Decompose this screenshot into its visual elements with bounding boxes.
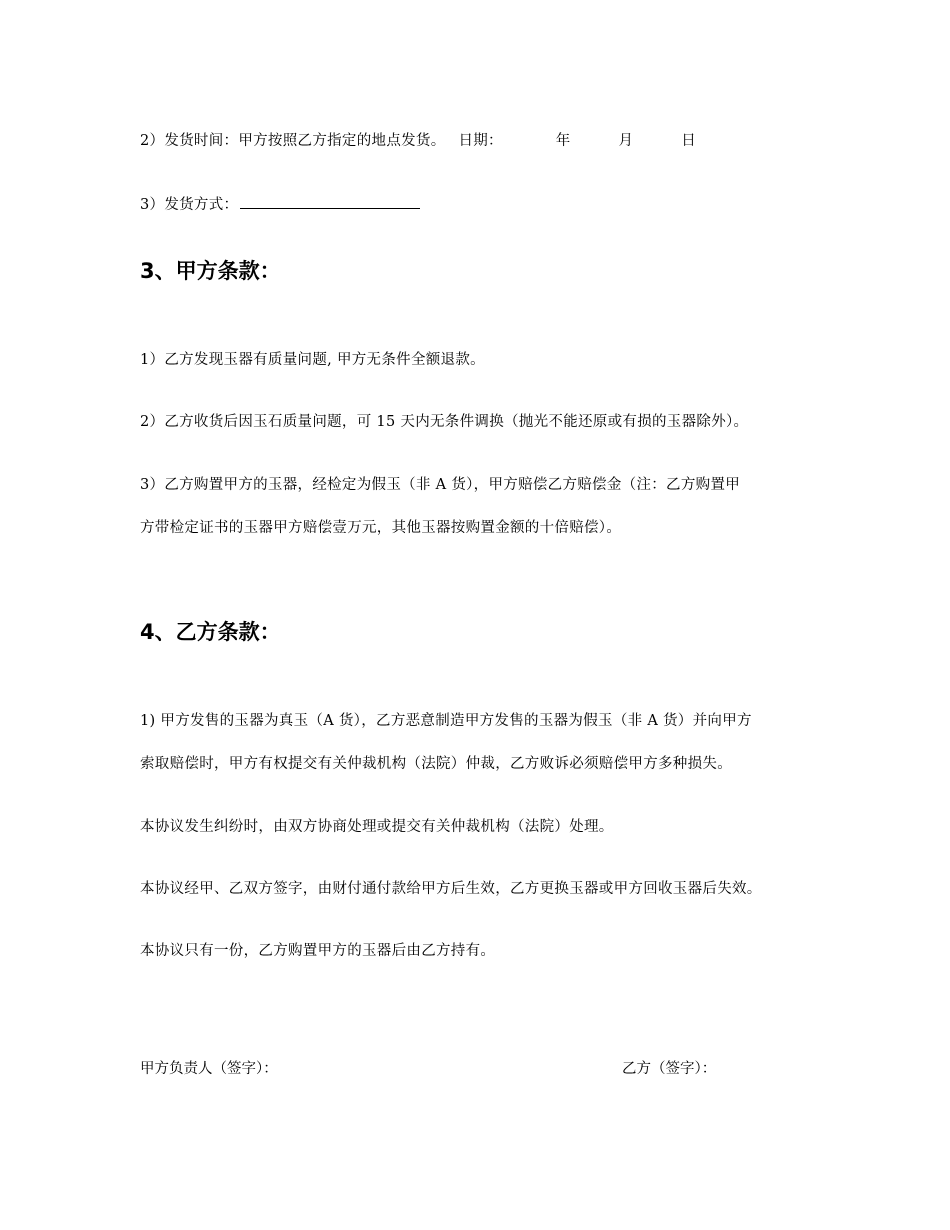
delivery-time-label: 2）发货时间：甲方按照乙方指定的地点发货。 xyxy=(140,133,446,149)
date-label: 日期： xyxy=(458,133,503,149)
section3-item2: 2）乙方收货后因玉石质量问题，可 15 天内无条件调换（抛光不能还原或有损的玉器除外）。 xyxy=(140,414,749,430)
section3-item3-line2: 方带检定证书的玉器甲方赔偿壹万元，其他玉器按购置金额的十倍赔偿）。 xyxy=(140,520,622,536)
section4-item1-line2: 索取赔偿时，甲方有权提交有关仲裁机构（法院）仲裁，乙方败诉必须赔偿甲方多种损失。 xyxy=(140,756,732,772)
party-b-signature-label: 乙方（签字）： xyxy=(622,1061,717,1077)
section3-heading: 3、甲方条款： xyxy=(140,259,281,283)
delivery-method-label: 3）发货方式： xyxy=(140,197,239,213)
delivery-method-blank xyxy=(240,194,420,209)
section4-para1: 本协议发生纠纷时，由双方协商处理或提交有关仲裁机构（法院）处理。 xyxy=(140,819,614,835)
delivery-method-line xyxy=(140,194,420,215)
section4-para2: 本协议经甲、乙双方签字，由财付通付款给甲方后生效，乙方更换玉器或甲方回收玉器后失效。 xyxy=(140,881,762,897)
section3-item1: 1）乙方发现玉器有质量问题, 甲方无条件全额退款。 xyxy=(140,352,485,368)
party-a-signature-label: 甲方负责人（签字）： xyxy=(140,1061,278,1077)
date-day: 日 xyxy=(681,133,697,149)
date-year: 年 xyxy=(555,133,571,149)
date-month: 月 xyxy=(618,133,634,149)
section4-para3: 本协议只有一份，乙方购置甲方的玉器后由乙方持有。 xyxy=(140,943,496,959)
section4-heading: 4、乙方条款： xyxy=(140,620,281,644)
delivery-time-line xyxy=(140,131,696,151)
section4-item1-line1: 1) 甲方发售的玉器为真玉（A 货），乙方恶意制造甲方发售的玉器为假玉（非 A 货）并向甲方 xyxy=(140,713,752,729)
section3-item3-line1: 3）乙方购置甲方的玉器，经检定为假玉（非 A 货），甲方赔偿乙方赔偿金（注：乙方购置甲 xyxy=(140,477,741,493)
